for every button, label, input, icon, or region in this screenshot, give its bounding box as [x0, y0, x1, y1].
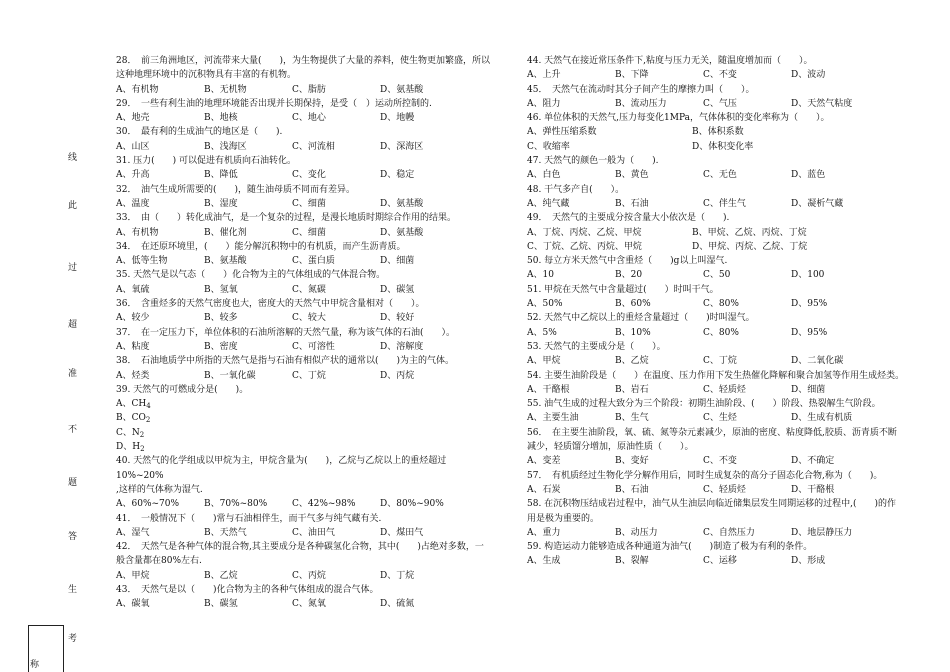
answer-option[interactable]: D、体积变化率 — [692, 141, 754, 152]
question-item — [116, 240, 490, 269]
answer-options — [527, 411, 905, 425]
answer-option[interactable]: B、下降 — [615, 70, 649, 81]
answer-option[interactable]: C、可溶性 — [292, 341, 335, 352]
binding-char: 超 — [68, 320, 78, 330]
answer-options — [527, 454, 905, 468]
answer-option[interactable]: A、纯气藏 — [527, 198, 570, 209]
answer-option[interactable]: A、有机物 — [116, 227, 159, 238]
answer-option[interactable]: C、运移 — [703, 556, 737, 567]
question-item — [116, 211, 490, 240]
question-item — [116, 383, 490, 454]
answer-option[interactable]: A、有机物 — [116, 84, 159, 95]
answer-option[interactable]: C、不变 — [703, 456, 737, 467]
answer-option[interactable]: B、天然气 — [204, 527, 247, 538]
answer-option[interactable]: B、乙烷 — [204, 570, 238, 581]
answer-option[interactable]: D、碳氢 — [380, 284, 415, 295]
answer-option[interactable]: D、硫氮 — [380, 599, 415, 610]
binding-char: 答 — [68, 532, 78, 542]
answer-option[interactable]: D、甲烷、丙烷、乙烷、丁烷 — [692, 241, 808, 252]
question-item — [527, 111, 905, 154]
answer-option[interactable]: D、二氧化碳 — [791, 356, 844, 367]
question-item — [116, 125, 490, 154]
answer-options — [527, 168, 905, 182]
answer-option[interactable]: D、80%~90% — [380, 499, 444, 510]
question-text: 32． 油气生成所需要的( )，随生油母质不同而有差异。 — [116, 184, 355, 195]
answer-option[interactable]: B、催化剂 — [204, 227, 247, 238]
answer-option[interactable]: C、地心 — [292, 113, 326, 124]
answer-option[interactable]: A、温度 — [116, 198, 150, 209]
answer-option[interactable]: B、碳氢 — [204, 599, 238, 610]
question-text: 34． 在还原环境里，( ）能分解沉积物中的有机质，而产生沥青质。 — [116, 241, 406, 252]
answer-option[interactable]: C、脂肪 — [292, 84, 326, 95]
question-text: 41． 一般情况下（ )常与石油相伴生，而干气多与纯气藏有关. — [116, 513, 382, 524]
answer-option[interactable]: A、较少 — [116, 313, 150, 324]
question-text: 36． 含重烃多的天然气密度也大，密度大的天然气中甲烷含量相对（ ）。 — [116, 299, 425, 310]
answer-option[interactable]: C、80% — [703, 327, 739, 338]
question-text: 38． 石油地质学中所指的天然气是指与石油有相似产状的通常以( )为主的气体。 — [116, 356, 454, 367]
answer-option[interactable]: D、地层静压力 — [791, 527, 853, 538]
answer-option[interactable]: B、地核 — [204, 113, 238, 124]
answer-option[interactable]: C、$N_2$ — [116, 427, 145, 439]
answer-options — [527, 326, 905, 340]
answer-option[interactable]: A、湿气 — [116, 527, 150, 538]
answer-option[interactable]: D、形成 — [791, 556, 826, 567]
answer-option[interactable]: C、收缩率 — [527, 141, 570, 152]
answer-option[interactable]: A、白色 — [527, 170, 561, 181]
question-item — [116, 97, 490, 126]
answer-option[interactable]: D、地幔 — [380, 113, 415, 124]
question-text: 30． 最有利的生成油气的地区是（ ). — [116, 127, 283, 138]
question-text: 42． 天然气是各种气体的混合物,其主要成分是各种碳氢化合物，其中( )占绝对多数，一般含量都在80%左右. — [116, 542, 484, 567]
answer-option[interactable]: C、50 — [703, 270, 731, 281]
question-text: 33． 由（ ）转化成油气，是一个复杂的过程，是漫长地质时期综合作用的结果。 — [116, 213, 456, 224]
question-text: 28． 前三角洲地区，河流带来大量( )，为生物提供了大量的养料，使生物更加繁盛，所以这种地理环境中的沉积物具有丰富的有机物。 — [116, 56, 490, 81]
answer-option[interactable]: D、细菌 — [380, 256, 415, 267]
answer-option[interactable]: C、42%~98% — [292, 499, 356, 510]
answer-option[interactable]: C、无色 — [703, 170, 737, 181]
answer-option[interactable]: B、氨基酸 — [204, 256, 247, 267]
answer-option[interactable]: D、95% — [791, 327, 828, 338]
answer-option[interactable]: C、氮碳 — [292, 284, 326, 295]
answer-option[interactable]: C、不变 — [703, 70, 737, 81]
answer-option[interactable]: C、河流相 — [292, 141, 335, 152]
question-text: 39. 天然气的可燃成分是( )。 — [116, 384, 249, 395]
binding-char: 线 — [68, 153, 78, 163]
answer-option[interactable]: D、100 — [791, 270, 825, 281]
answer-option[interactable]: C、较大 — [292, 313, 326, 324]
binding-char: 不 — [68, 425, 78, 435]
answer-options — [116, 254, 490, 268]
answer-option[interactable]: C、丁烷 — [292, 370, 326, 381]
answer-options — [527, 554, 905, 568]
answer-option[interactable]: B、10% — [615, 327, 651, 338]
answer-option[interactable]: C、油田气 — [292, 527, 335, 538]
answer-options — [116, 497, 490, 511]
answer-options — [116, 168, 490, 182]
question-text: 35. 天然气是以气态（ ）化合物为主的气体组成的气体混合物。 — [116, 270, 386, 281]
answer-option[interactable]: A、生成 — [527, 556, 561, 567]
answer-option[interactable]: D、较好 — [380, 313, 415, 324]
question-item — [527, 54, 905, 83]
question-text: 56． 在主要生油阶段，氧、硫、氮等杂元素减少，原油的密度、粘度降低,胶质、沥青质不断减少，轻质馏分增加，原油性质（ ）。 — [527, 427, 897, 453]
question-text: 31. 压力( ) 可以促进有机质向石油转化。 — [116, 156, 297, 167]
answer-options — [527, 268, 905, 282]
answer-option[interactable]: D、煤田气 — [380, 527, 424, 538]
answer-option[interactable]: A、$CH_4$ — [116, 399, 151, 411]
answer-option[interactable]: A、粘度 — [116, 341, 150, 352]
question-text: 47. 天然气的颜色一般为（ ). — [527, 156, 659, 167]
answer-option[interactable]: B、变好 — [615, 456, 649, 467]
question-item — [527, 83, 905, 112]
question-item — [527, 426, 905, 469]
answer-option[interactable]: C、氮氧 — [292, 599, 326, 610]
answer-option[interactable]: D、细菌 — [791, 384, 826, 395]
answer-option[interactable]: B、岩石 — [615, 384, 649, 395]
answer-option[interactable]: A、低等生物 — [116, 256, 168, 267]
answer-option[interactable]: C、细菌 — [292, 227, 326, 238]
binding-line-text — [68, 150, 82, 670]
question-text: 40. 天然气的化学组成以甲烷为主，甲烷含量为( )，乙烷与乙烷以上的重烃超过10%~20% ,这样的气体称为湿气. — [116, 456, 447, 495]
binding-char: 题 — [68, 478, 78, 488]
answer-options — [527, 97, 905, 111]
answer-option[interactable]: B、氢氧 — [204, 284, 238, 295]
answer-options — [116, 283, 490, 297]
question-item — [116, 454, 490, 511]
answer-option[interactable]: C、气压 — [703, 98, 737, 109]
answer-options — [527, 526, 905, 540]
name-box — [28, 625, 64, 672]
answer-option[interactable]: D、生成有机质 — [791, 413, 853, 424]
answer-option[interactable]: B、体积系数 — [692, 127, 744, 138]
question-text: 54. 主要生油阶段是（ ）在温度、压力作用下发生热催化降解和聚合加氢等作用生成烃类。 — [527, 370, 905, 381]
answer-option[interactable]: A、弹性压缩系数 — [527, 127, 597, 138]
answer-options — [527, 297, 905, 311]
answer-option[interactable]: B、密度 — [204, 341, 238, 352]
answer-option[interactable]: A、5% — [527, 327, 557, 338]
answer-options — [116, 340, 490, 354]
answer-options — [527, 125, 905, 154]
question-item — [527, 283, 905, 312]
answer-options — [116, 140, 490, 154]
question-text: 49． 天然气的主要成分按含量大小依次是（ ). — [527, 213, 730, 224]
question-item — [527, 497, 905, 540]
answer-options — [116, 397, 490, 454]
question-item — [116, 512, 490, 541]
question-item — [116, 268, 490, 297]
answer-options — [116, 83, 490, 97]
answer-option[interactable]: B、动压力 — [615, 527, 658, 538]
name-label: 称 — [30, 660, 40, 670]
question-text: 53. 天然气的主要成分是（ ）。 — [527, 341, 666, 352]
answer-option[interactable]: B、湿度 — [204, 198, 238, 209]
question-text: 51. 甲烷在天然气中含量超过( ）时叫干气。 — [527, 284, 719, 295]
question-column-right — [527, 54, 905, 569]
answer-option[interactable]: B、浅海区 — [204, 141, 247, 152]
answer-options — [527, 197, 905, 211]
question-item — [116, 183, 490, 212]
question-text: 43． 天然气是以（ )化合物为主的各种气体组成的混合气体。 — [116, 584, 379, 595]
question-text: 46. 单位体积的天然气,压力每变化1MPa，气体体积的变化率称为（ ）。 — [527, 113, 830, 124]
answer-option[interactable]: A、主要生油 — [527, 413, 579, 424]
binding-char: 此 — [68, 201, 78, 211]
answer-option[interactable]: B、流动压力 — [615, 98, 667, 109]
answer-option[interactable]: C、变化 — [292, 170, 326, 181]
question-text: 50. 每立方米天然气中含重烃（ )g以上叫湿气. — [527, 256, 728, 267]
answer-option[interactable]: B、70%~80% — [204, 499, 268, 510]
answer-option[interactable]: B、20 — [615, 270, 643, 281]
answer-option[interactable]: A、地壳 — [116, 113, 150, 124]
answer-option[interactable]: D、干酪根 — [791, 484, 835, 495]
answer-option[interactable]: A、阻力 — [527, 98, 561, 109]
answer-option[interactable]: B、较多 — [204, 313, 238, 324]
question-item — [527, 311, 905, 340]
answer-option[interactable]: A、60%~70% — [116, 499, 180, 510]
question-text: 48. 干气多产自( ）。 — [527, 184, 625, 195]
answer-option[interactable]: C、轻质烃 — [703, 384, 746, 395]
answer-option[interactable]: C、细菌 — [292, 198, 326, 209]
question-text: 57． 有机质经过生物化学分解作用后，同时生成复杂的高分子固态化合物,称为（ )。 — [527, 470, 883, 481]
answer-option[interactable]: A、氧硫 — [116, 284, 150, 295]
answer-option[interactable]: A、变差 — [527, 456, 561, 467]
answer-option[interactable]: D、氨基酸 — [380, 227, 424, 238]
answer-options — [527, 68, 905, 82]
answer-option[interactable]: B、甲烷、乙烷、丙烷、丁烷 — [692, 227, 807, 238]
question-text: 55. 油气生成的过程大致分为三个阶段：初期生油阶段、( ）阶段、热裂解生气阶段。 — [527, 399, 881, 410]
answer-option[interactable]: B、裂解 — [615, 556, 649, 567]
answer-option[interactable]: D、氨基酸 — [380, 84, 424, 95]
answer-options — [527, 483, 905, 497]
answer-option[interactable]: D、氨基酸 — [380, 198, 424, 209]
question-item — [116, 54, 490, 97]
question-text: 44. 天然气在接近常压条件下,粘度与压力无关，随温度增加而（ ）。 — [527, 56, 813, 66]
answer-option[interactable]: D、95% — [791, 299, 828, 310]
answer-options — [527, 354, 905, 368]
answer-option[interactable]: B、黄色 — [615, 170, 649, 181]
answer-option[interactable]: A、干酪根 — [527, 384, 570, 395]
answer-option[interactable]: A、甲烷 — [116, 570, 150, 581]
answer-option[interactable]: C、丁烷、乙烷、丙烷、甲烷 — [527, 241, 642, 252]
answer-option[interactable]: A、烃类 — [116, 370, 150, 381]
answer-options — [116, 569, 490, 583]
answer-option[interactable]: A、升高 — [116, 170, 150, 181]
question-item — [116, 540, 490, 583]
answer-option[interactable]: A、甲烷 — [527, 356, 561, 367]
question-item — [527, 369, 905, 398]
answer-option[interactable]: A、山区 — [116, 141, 150, 152]
answer-option[interactable]: D、不确定 — [791, 456, 835, 467]
answer-option[interactable]: B、60% — [615, 299, 651, 310]
answer-option[interactable]: D、凝析气藏 — [791, 198, 844, 209]
answer-option[interactable]: B、生气 — [615, 413, 649, 424]
question-text: 45． 天然气在流动时其分子间产生的摩擦力叫（ ）。 — [527, 84, 755, 95]
question-item — [527, 540, 905, 569]
answer-option[interactable]: C、80% — [703, 299, 739, 310]
question-item — [116, 297, 490, 326]
binding-char: 准 — [68, 369, 78, 379]
answer-option[interactable]: A、上升 — [527, 70, 561, 81]
question-item — [116, 354, 490, 383]
answer-option[interactable]: B、石油 — [615, 198, 649, 209]
question-item — [527, 211, 905, 254]
answer-option[interactable]: D、溶解度 — [380, 341, 424, 352]
question-item — [527, 254, 905, 283]
answer-option[interactable]: B、$CO_2$ — [116, 413, 151, 425]
question-item — [116, 326, 490, 355]
answer-option[interactable]: D、丙烷 — [380, 370, 415, 381]
answer-option[interactable]: B、一氧化碳 — [204, 370, 256, 381]
answer-options — [116, 226, 490, 240]
answer-options — [527, 383, 905, 397]
answer-option[interactable]: C、丁烷 — [703, 356, 737, 367]
answer-option[interactable]: D、$H_2$ — [116, 442, 145, 454]
answer-option[interactable]: A、丁烷、丙烷、乙烷、甲烷 — [527, 227, 642, 238]
binding-char: 考 — [68, 634, 78, 644]
answer-option[interactable]: B、无机物 — [204, 84, 247, 95]
question-item — [527, 340, 905, 369]
answer-option[interactable]: A、50% — [527, 299, 563, 310]
question-text: 29． 一些有利生油的地理环境能否出现并长期保持，是受（ ）运动所控制的. — [116, 98, 432, 109]
answer-option[interactable]: A、10 — [527, 270, 554, 281]
question-text: 52. 天然气中乙烷以上的重烃含量超过（ )时叫湿气。 — [527, 313, 755, 324]
answer-option[interactable]: A、重力 — [527, 527, 561, 538]
answer-option[interactable]: D、蓝色 — [791, 170, 826, 181]
answer-option[interactable]: C、轻质烃 — [703, 484, 746, 495]
answer-options — [116, 526, 490, 540]
answer-option[interactable]: C、生烃 — [703, 413, 737, 424]
answer-options — [116, 369, 490, 383]
question-item — [116, 583, 490, 612]
question-text: 37． 在一定压力下，单位体积的石油所溶解的天然气量，称为该气体的石油( ）。 — [116, 327, 455, 338]
answer-option[interactable]: D、深海区 — [380, 141, 424, 152]
answer-option[interactable]: A、碳氧 — [116, 599, 150, 610]
answer-option[interactable]: C、伴生气 — [703, 198, 746, 209]
answer-option[interactable]: B、石油 — [615, 484, 649, 495]
question-item — [527, 397, 905, 426]
answer-option[interactable]: D、丁烷 — [380, 570, 415, 581]
answer-option[interactable]: C、自然压力 — [703, 527, 755, 538]
question-item — [527, 183, 905, 212]
answer-option[interactable]: B、乙烷 — [615, 356, 649, 367]
question-text: 59. 构造运动力能够造成各种通道为油气( )制造了极为有利的条件。 — [527, 542, 813, 553]
binding-char: 生 — [68, 585, 78, 595]
answer-option[interactable]: A、石炭 — [527, 484, 561, 495]
answer-option[interactable]: D、稳定 — [380, 170, 415, 181]
answer-options — [116, 111, 490, 125]
answer-option[interactable]: D、天然气粘度 — [791, 98, 853, 109]
question-column-left — [116, 54, 490, 612]
question-item — [527, 154, 905, 183]
question-item — [527, 469, 905, 498]
answer-options — [116, 311, 490, 325]
answer-option[interactable]: C、蛋白质 — [292, 256, 335, 267]
binding-char: 过 — [68, 263, 78, 273]
answer-options — [116, 197, 490, 211]
question-item — [116, 154, 490, 183]
answer-option[interactable]: C、丙烷 — [292, 570, 326, 581]
answer-options — [527, 226, 905, 255]
question-text: 58. 在沉积物压结成岩过程中，油气从生油层向临近储集层发生同期运移的过程中,( )的作用是极为重要的。 — [527, 499, 897, 524]
answer-option[interactable]: B、降低 — [204, 170, 238, 181]
answer-options — [116, 597, 490, 611]
answer-option[interactable]: D、波动 — [791, 70, 826, 81]
